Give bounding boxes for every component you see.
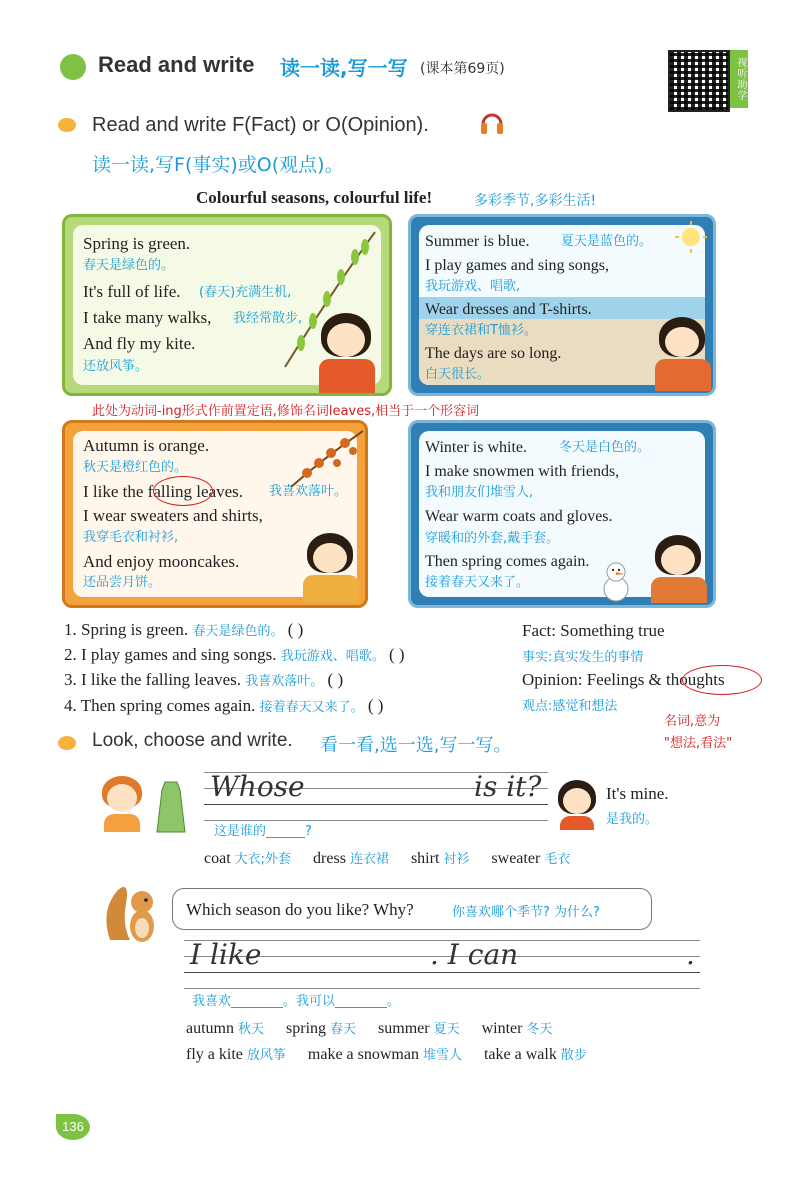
- section-bullet-icon: [60, 54, 86, 80]
- season-question: Which season do you like? Why?: [186, 900, 414, 919]
- spring-card: [62, 214, 392, 396]
- word-spring: spring: [286, 1020, 327, 1037]
- autumn-line-2: I like the falling leaves.: [83, 482, 244, 501]
- autumn-line-1: Autumn is orange.: [83, 436, 210, 455]
- word-bank-1: [204, 848, 570, 868]
- winter-line-2: I make snowmen with friends,: [425, 463, 620, 480]
- question-2-text: 2. I play games and sing songs.: [64, 645, 277, 664]
- spring-sub-2: (春天)充满生机,: [199, 285, 292, 300]
- winter-card: [408, 420, 716, 608]
- girl-with-dress-illustration: [98, 776, 146, 832]
- handwritten-i-can: . I can: [430, 938, 519, 971]
- winter-line-4: Then spring comes again.: [425, 553, 590, 570]
- writing-line-1c: [204, 804, 548, 805]
- season-question-cn: 你喜欢哪个季节? 为什么?: [452, 905, 600, 920]
- winter-line-3: Wear warm coats and gloves.: [425, 508, 613, 525]
- thoughts-note-2: "想法,看法": [664, 736, 733, 751]
- autumn-leaves-icon: [285, 427, 365, 497]
- word-summer: summer: [378, 1020, 430, 1037]
- squirrel-icon: [100, 880, 164, 946]
- spring-line-2: It's full of life.: [83, 282, 181, 301]
- answer-its-mine-cn: 是我的。: [606, 812, 659, 827]
- summer-sub-2: 我玩游戏、唱歌,: [425, 279, 521, 294]
- girl-answering-illustration: [556, 780, 598, 830]
- opinion-definition: Opinion: Feelings & thoughts: [522, 670, 725, 689]
- grammar-annotation: 此处为动词-ing形式作前置定语,修饰名词leaves,相当于一个形容词: [92, 404, 480, 419]
- spring-sub-1: 春天是绿色的。: [83, 258, 175, 273]
- question-3: [64, 670, 343, 690]
- girl-winter-illustration: [647, 535, 711, 603]
- word-dress-cn: 连衣裙: [349, 852, 389, 867]
- fact-definition: Fact: Something true: [522, 621, 665, 640]
- word-dress: dress: [313, 850, 346, 867]
- translation-2: 我喜欢________。我可以________。: [192, 994, 401, 1009]
- question-3-cn: 我喜欢落叶。: [245, 674, 324, 689]
- story-headline-cn: 多彩季节,多彩生活!: [474, 193, 597, 209]
- instruction-2-cn: 看一看,选一选,写一写。: [320, 735, 512, 756]
- writing-line-2c: [184, 972, 700, 973]
- word-spring-cn: 春天: [330, 1022, 357, 1037]
- spring-line-1: Spring is green.: [83, 234, 191, 253]
- fact-definition-cn: 事实:真实发生的事情: [522, 650, 644, 665]
- qr-code-icon[interactable]: [668, 50, 730, 112]
- word-take-a-walk: take a walk: [483, 1046, 557, 1063]
- summer-line-2: I play games and sing songs,: [425, 257, 609, 274]
- handwritten-is-it: is it?: [474, 770, 542, 803]
- word-shirt: shirt: [410, 850, 440, 867]
- word-winter-cn: 冬天: [526, 1022, 553, 1037]
- winter-sub-4: 接着春天又来了。: [425, 575, 530, 590]
- summer-sub-3: 穿连衣裙和T恤衫。: [425, 323, 537, 338]
- summer-line-3: Wear dresses and T-shirts.: [425, 301, 592, 318]
- snowman-icon: [591, 559, 641, 603]
- word-bank-2: [186, 1018, 552, 1038]
- question-2-cn: 我玩游戏、唱歌。: [280, 649, 385, 664]
- summer-card: [408, 214, 716, 396]
- girl-spring-illustration: [313, 313, 383, 393]
- answer-its-mine: It's mine.: [606, 784, 669, 803]
- page-number: 136: [56, 1114, 90, 1140]
- word-sweater: sweater: [491, 850, 541, 867]
- winter-sub-1: 冬天是白色的。: [559, 440, 651, 455]
- instruction-2-text: Look, choose and write.: [92, 730, 293, 751]
- autumn-sub-3: 我穿毛衣和衬衫,: [83, 530, 179, 545]
- page-title-cn: 读一读,写一写: [280, 56, 408, 80]
- autumn-sub-2: 我喜欢落叶。: [269, 484, 348, 499]
- translation-1: 这是谁的______?: [214, 824, 312, 839]
- qr-tab-label: 视听助学: [730, 50, 748, 108]
- subsection-bullet-icon-2: [58, 736, 76, 750]
- autumn-card: [62, 420, 368, 608]
- word-make-a-snowman-cn: 堆雪人: [422, 1048, 462, 1063]
- summer-sub-1: 夏天是蓝色的。: [561, 234, 653, 249]
- word-bank-3: [186, 1044, 587, 1064]
- question-3-blank[interactable]: ( ): [327, 670, 344, 689]
- summer-sub-4: 白天很长。: [425, 367, 491, 382]
- autumn-line-3: I wear sweaters and shirts,: [83, 506, 263, 525]
- autumn-sub-4: 还品尝月饼。: [83, 575, 162, 590]
- autumn-sub-1: 秋天是橙红色的。: [83, 460, 188, 475]
- summer-line-1: Summer is blue.: [425, 233, 530, 250]
- girl-summer-illustration: [651, 317, 715, 391]
- question-3-text: 3. I like the falling leaves.: [64, 670, 242, 689]
- question-1-text: 1. Spring is green.: [64, 620, 189, 639]
- winter-sub-3: 穿暖和的外套,戴手套。: [425, 531, 560, 546]
- question-1: [64, 620, 303, 640]
- winter-sub-2: 我和朋友们堆雪人,: [425, 485, 534, 500]
- winter-line-1: Winter is white.: [425, 439, 527, 456]
- summer-line-4: The days are so long.: [425, 345, 562, 362]
- sun-icon: [673, 219, 709, 255]
- dress-icon: [156, 780, 186, 834]
- word-take-a-walk-cn: 散步: [560, 1048, 587, 1063]
- question-2-blank[interactable]: ( ): [389, 645, 405, 664]
- spring-line-4: And fly my kite.: [83, 334, 196, 353]
- question-4: [64, 696, 383, 716]
- question-4-text: 4. Then spring comes again.: [64, 696, 256, 715]
- answer-blank-2[interactable]: [270, 968, 430, 972]
- word-sweater-cn: 毛衣: [544, 852, 571, 867]
- falling-circle-mark: [153, 476, 213, 506]
- spring-sub-4: 还放风筝。: [83, 359, 149, 374]
- handwritten-i-like: I like: [190, 938, 262, 971]
- subsection-bullet-icon: [58, 118, 76, 132]
- thoughts-circle-mark: [682, 665, 762, 695]
- question-4-cn: 接着春天又来了。: [259, 700, 364, 715]
- girl-autumn-illustration: [299, 533, 363, 603]
- word-coat: coat: [204, 850, 231, 867]
- page-title: Read and write: [98, 52, 255, 77]
- word-summer-cn: 夏天: [433, 1022, 460, 1037]
- word-fly-a-kite: fly a kite: [186, 1046, 243, 1063]
- word-winter: winter: [481, 1020, 523, 1037]
- word-make-a-snowman: make a snowman: [307, 1046, 419, 1063]
- spring-sub-3: 我经常散步,: [233, 311, 303, 326]
- story-headline: Colourful seasons, colourful life!: [196, 188, 433, 207]
- question-1-blank[interactable]: ( ): [287, 620, 304, 639]
- handwritten-whose: Whose: [210, 770, 305, 803]
- writing-line-2d: [184, 988, 700, 989]
- answer-blank-3[interactable]: [528, 968, 688, 972]
- autumn-line-4: And enjoy mooncakes.: [83, 552, 240, 571]
- word-shirt-cn: 衬衫: [443, 852, 470, 867]
- page-reference: (课本第69页): [420, 61, 505, 77]
- question-2: [64, 645, 405, 665]
- question-1-cn: 春天是绿色的。: [192, 624, 284, 639]
- question-4-blank[interactable]: ( ): [367, 696, 384, 715]
- word-autumn: autumn: [186, 1020, 234, 1037]
- word-fly-a-kite-cn: 放风筝: [246, 1048, 286, 1063]
- thoughts-note-1: 名词,意为: [664, 714, 721, 729]
- handwritten-period: .: [686, 938, 695, 971]
- word-coat-cn: 大衣;外套: [234, 852, 292, 867]
- headphones-icon[interactable]: [480, 110, 504, 136]
- instruction-text: Read and write F(Fact) or O(Opinion).: [92, 114, 429, 136]
- spring-line-3: I take many walks,: [83, 308, 212, 327]
- word-autumn-cn: 秋天: [238, 1022, 265, 1037]
- answer-blank-1[interactable]: [300, 800, 470, 804]
- opinion-definition-cn: 观点:感觉和想法: [522, 699, 618, 714]
- instruction-text-cn: 读一读,写F(事实)或O(观点)。: [92, 154, 344, 176]
